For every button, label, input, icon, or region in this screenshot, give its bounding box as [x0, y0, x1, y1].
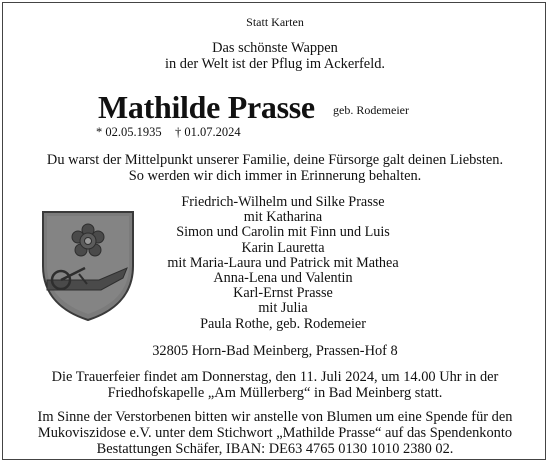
donation-line-1: Im Sinne der Verstorbenen bitten wir anstelle von Blumen um eine Spende für den [37, 409, 513, 425]
birth-date: * 02.05.1935 [96, 125, 162, 139]
coat-of-arms-icon [39, 208, 139, 324]
family-line: Paula Rothe, geb. Rodemeier [200, 315, 366, 332]
death-date: † 01.07.2024 [175, 125, 241, 139]
ceremony-line-2: Friedhofskapelle „Am Müllerberg“ in Bad Meinberg statt. [107, 385, 443, 401]
ceremony-line-1: Die Trauerfeier findet am Donnerstag, den 11. Juli 2024, um 14.00 Uhr in der [51, 369, 499, 385]
message-line-1: Du warst der Mittelpunkt unserer Familie, deine Fürsorge galt deinen Liebsten. [46, 152, 504, 168]
family-line: Simon und Carolin mit Finn und Luis [176, 224, 390, 241]
donation-line-3: Bestattungen Schäfer, IBAN: DE63 4765 0130 1010 2380 02. [96, 441, 454, 457]
birth-name: geb. Rodemeier [333, 103, 409, 117]
message-line-2: So werden wir dich immer in Erinnerung behalten. [128, 168, 422, 184]
donation-line-2: Mukoviszidose e.V. unter dem Stichwort „Mathilde Prasse“ auf das Spendenkonto [37, 425, 513, 441]
obituary-card [2, 2, 546, 460]
quote-line-2: in der Welt ist der Pflug im Ackerfeld. [165, 56, 385, 72]
family-line: Friedrich-Wilhelm und Silke Prasse [181, 194, 385, 210]
family-line: mit Julia [258, 300, 308, 317]
family-line: Karl-Ernst Prasse [233, 285, 333, 302]
family-line: mit Maria-Laura und Patrick mit Mathea [167, 254, 399, 271]
family-list [133, 195, 433, 332]
family-line: mit Katharina [243, 209, 323, 226]
address: 32805 Horn-Bad Meinberg, Prassen-Hof 8 [152, 343, 398, 359]
instead-of-cards-label: Statt Karten [246, 15, 304, 29]
family-line: Anna-Lena und Valentin [213, 269, 353, 286]
deceased-name: Mathilde Prasse [98, 89, 315, 125]
family-line: Karin Lauretta [241, 239, 325, 256]
quote-line-1: Das schönste Wappen [212, 40, 338, 56]
